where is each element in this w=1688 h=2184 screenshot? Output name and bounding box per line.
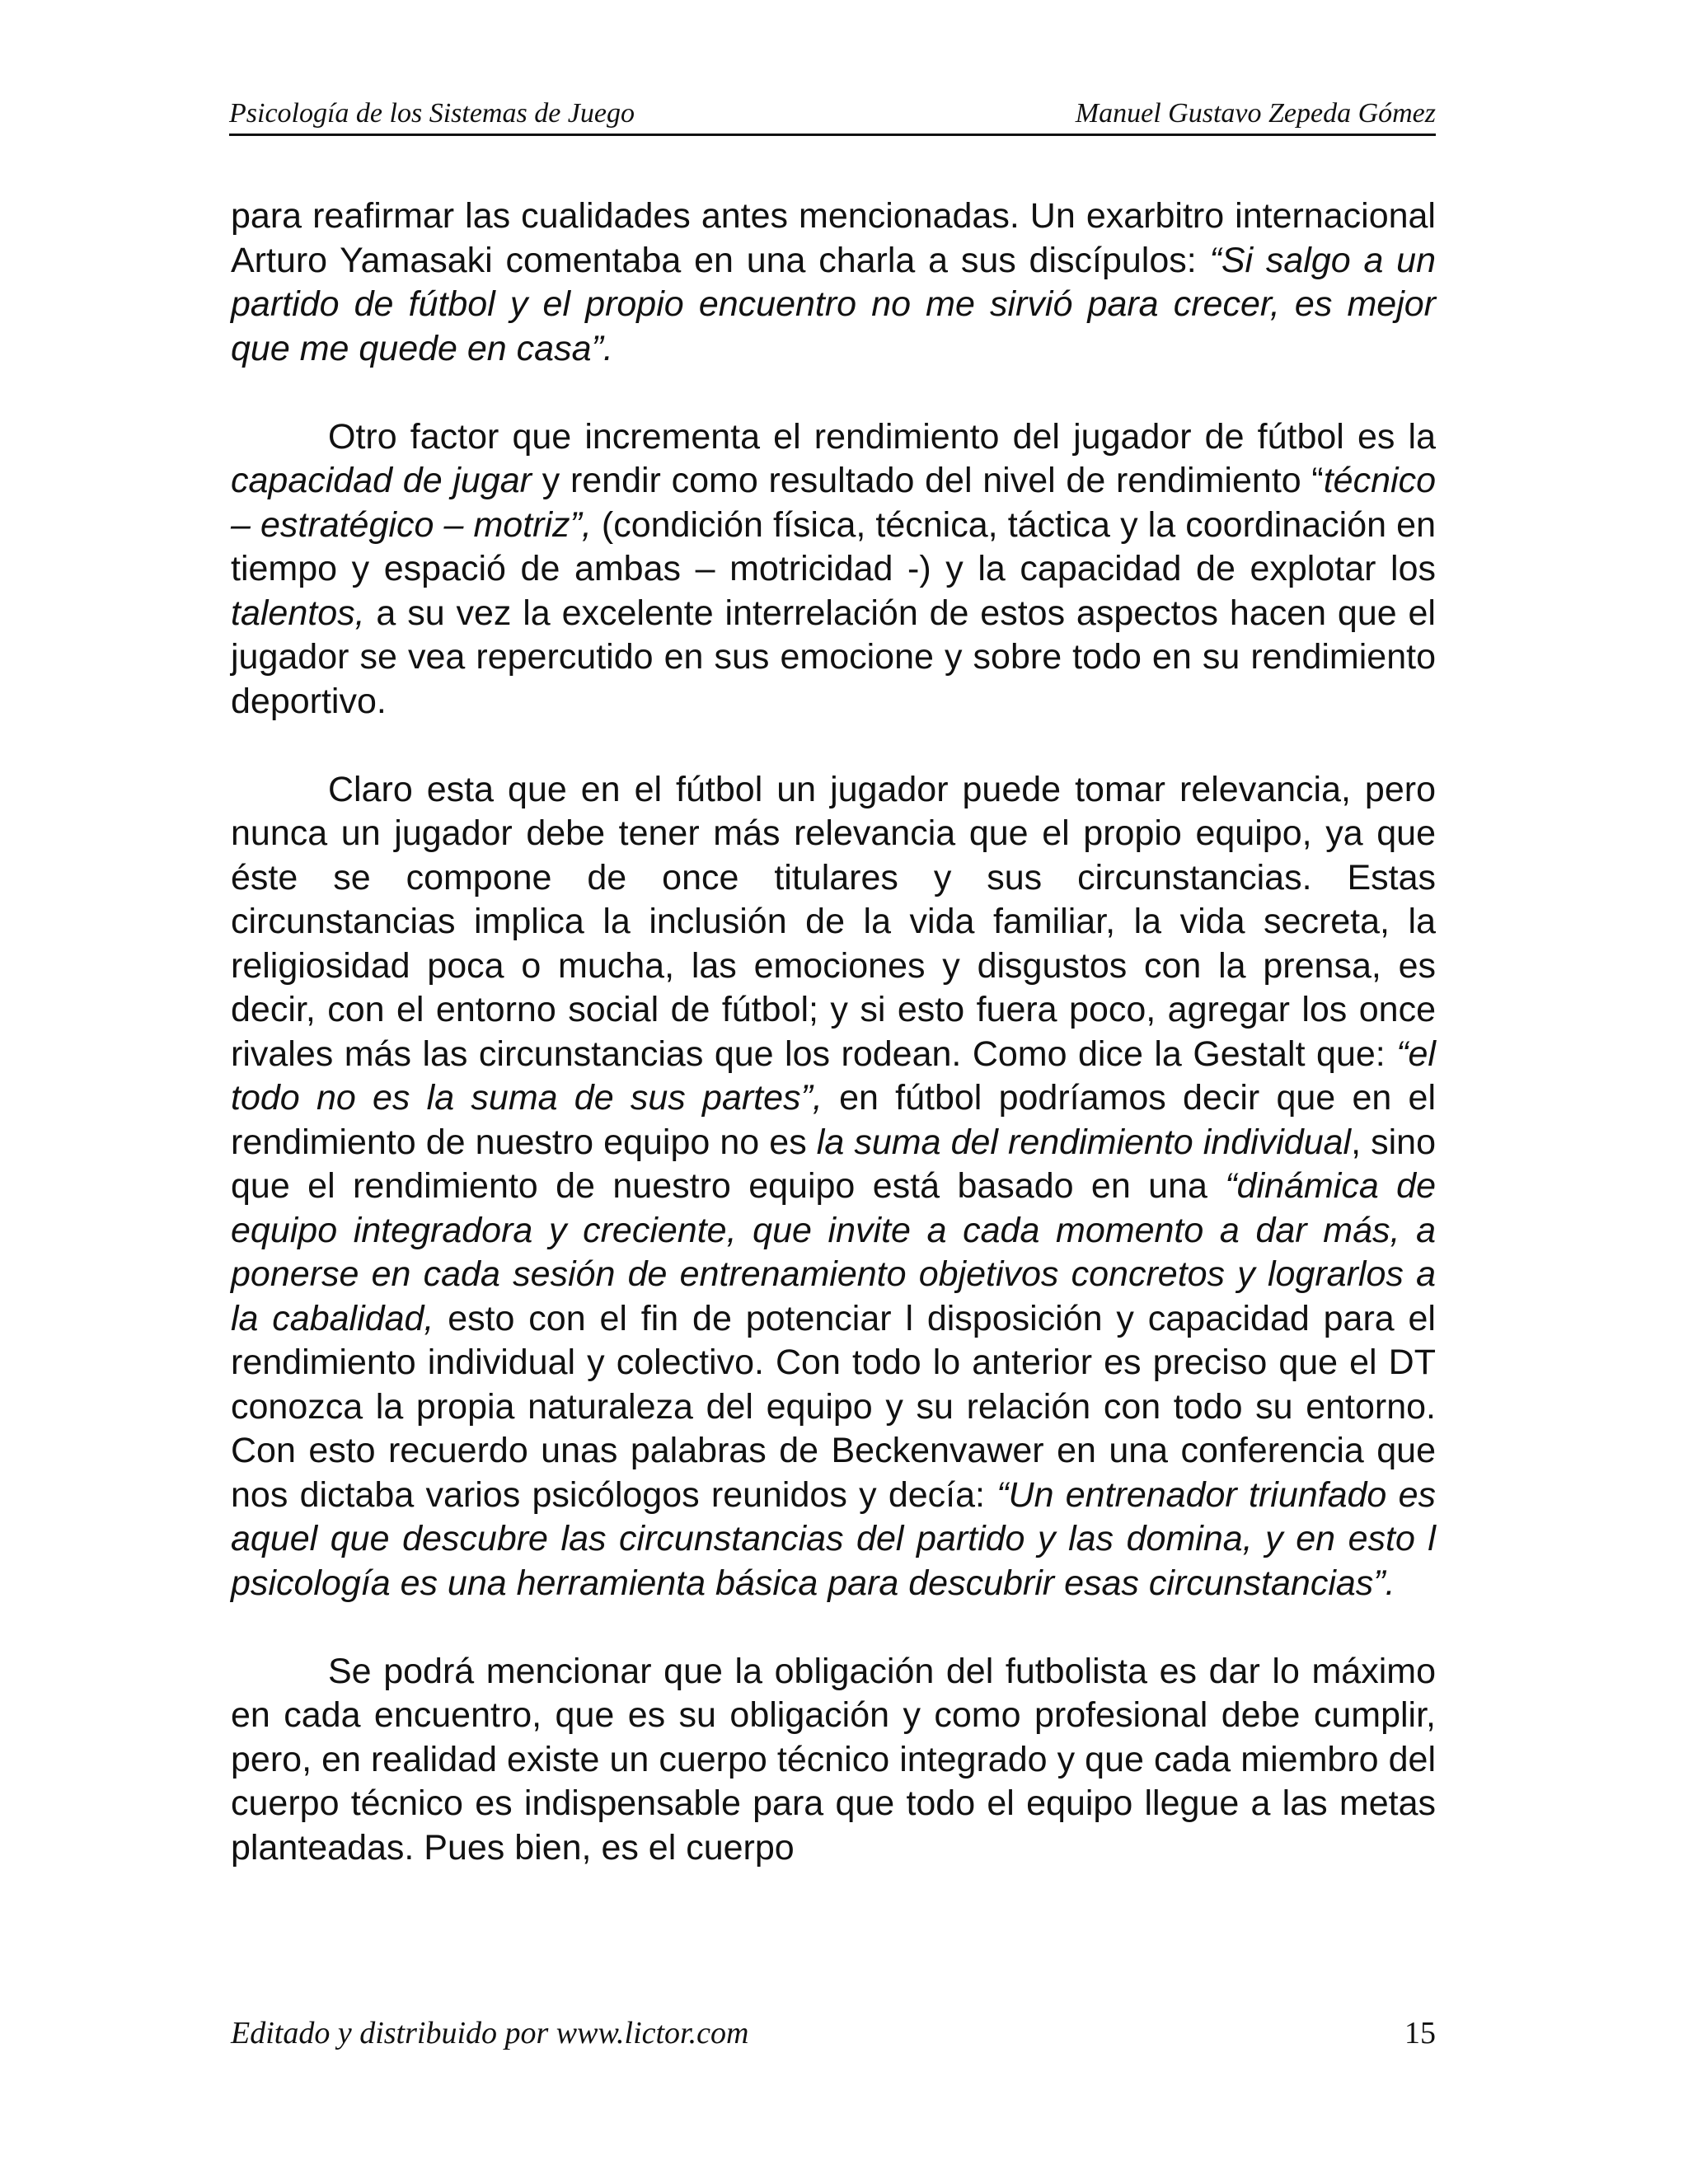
text-run: para reafirmar las cualidades antes mencionadas. Un exarbitro internacional Arturo Yamasaki comentaba en una charla a sus discípulos: [231,196,1436,280]
paragraph-4 [231,1650,1436,1871]
quote-dinamica: “dinámica de equipo integradora y creciente, que invite a cada momento a dar más, a ponerse en cada sesión de entrenamiento objetivos concretos y lograrlos a la cabalidad, [231,1166,1436,1338]
paragraph-2 [231,415,1436,724]
header-author: Manuel Gustavo Zepeda Gómez [1075,98,1436,129]
footer-publisher: Editado y distribuido por www.lictor.com [231,2016,749,2050]
quote-beckenvawer: “Un entrenador triunfado es aquel que descubre las circunstancias del partido y las domina, y en esto l psicología es una herramienta básica para descubrir esas circunstancias”. [231,1474,1437,1603]
text-run: Otro factor que incrementa el rendimiento del jugador de fútbol es la [328,416,1436,457]
text-run: en fútbol podríamos decir que en el rendimiento de nuestro equipo no es [231,1078,1436,1162]
emphasis-tecnico: técnico – estratégico – motriz”, [231,461,1436,545]
page-number: 15 [1404,2016,1436,2050]
paragraph-3 [231,768,1436,1606]
emphasis-capacidad: capacidad de jugar [231,461,532,500]
text-run: Claro esta que en el fútbol un jugador puede tomar relevancia, pero nunca un jugador debe tener más relevancia que el propio equipo, ya que éste se compone de once titulares y sus circunstancias. Estas circunstancias implica la inclusión de la vida familiar, la vida secreta, la religiosidad poca o mucha, las emociones y disgustos con la prensa, es decir, con el entorno social de fútbol; y si esto fuera poco, agregar los once rivales más las circunstancias que los rodean. Como dice la Gestalt que: [231,769,1436,1074]
quote-gestalt: “el todo no es la suma de sus partes”, [231,1033,1436,1118]
text-run: a su vez la excelente interrelación de estos aspectos hacen que el jugador se vea repercutido en sus emocione y sobre todo en su rendimiento deportivo. [231,593,1436,721]
text-run: (condición física, técnica, táctica y la coordinación en tiempo y espació de ambas – motricidad -) y la capacidad de explotar los [231,504,1436,588]
body-text [231,194,1436,1915]
text-run: , sino que el rendimiento de nuestro equipo está basado en una [231,1122,1437,1206]
header-book-title: Psicología de los Sistemas de Juego [229,98,635,129]
running-header [229,97,1436,136]
text-run: y rendir como resultado del nivel de rendimiento “ [531,461,1324,500]
emphasis-suma: la suma del rendimiento individual [816,1122,1352,1162]
paragraph-1 [231,194,1436,371]
emphasis-talentos: talentos, [231,593,365,633]
text-run: Se podrá mencionar que la obligación del futbolista es dar lo máximo en cada encuentro, que es su obligación y como profesional debe cumplir, pero, en realidad existe un cuerpo técnico integrado y que cada miembro del cuerpo técnico es indispensable para que todo el equipo llegue a las metas planteadas. Pues bien, es el cuerpo [231,1651,1436,1868]
text-run: esto con el fin de potenciar l disposición y capacidad para el rendimiento individual y colectivo. Con todo lo anterior es preciso que el DT conozca la propia naturaleza del equipo y su relación con todo su entorno. Con esto recuerdo unas palabras de Beckenvawer en una conferencia que nos dictaba varios psicólogos reunidos y decía: [231,1298,1436,1515]
page-footer [231,2015,1436,2055]
quote-yamasaki: “Si salgo a un partido de fútbol y el propio encuentro no me sirvió para crecer, es mejor que me quede en casa”. [231,240,1436,368]
